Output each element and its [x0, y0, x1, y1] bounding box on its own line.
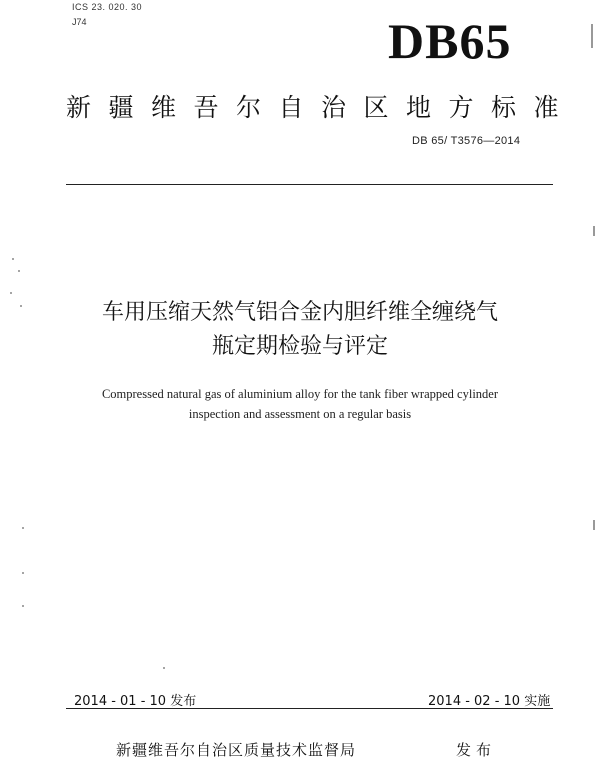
standard-code-mark: DB65: [388, 13, 512, 69]
scan-speck: [163, 667, 165, 669]
scan-speck: [20, 305, 22, 307]
chinese-title-line-2: 瓶定期检验与评定: [211, 334, 388, 359]
issuing-authority: 新疆维吾尔自治区质量技术监督局: [116, 741, 357, 759]
implement-date: 2014 - 02 - 10 实施: [428, 694, 551, 709]
scan-speck: [22, 572, 24, 574]
ics-code: ICS 23. 020. 30: [72, 2, 143, 12]
standard-number: DB 65/ T3576—2014: [412, 135, 521, 147]
chinese-title-line-1: 车用压缩天然气铝合金内胆纤维全缠绕气: [101, 300, 498, 325]
ccs-code: J74: [72, 17, 87, 27]
chinese-title: [30, 296, 570, 364]
english-title-line-2: inspection and assessment on a regular basis: [188, 407, 412, 421]
scan-speck: [12, 258, 14, 260]
header-divider: [66, 184, 553, 185]
scan-speck: [10, 292, 12, 294]
issue-label: 发布: [456, 741, 497, 759]
english-title: [40, 384, 560, 424]
scan-edge-mark: [591, 24, 593, 48]
scan-speck: [22, 605, 24, 607]
scan-edge-mark: [593, 520, 595, 530]
publish-date: 2014 - 01 - 10 发布: [74, 694, 197, 709]
footer-divider: [66, 708, 553, 709]
english-title-line-1: Compressed natural gas of aluminium alloy for the tank fiber wrapped cylinder: [101, 387, 499, 401]
scan-speck: [22, 527, 24, 529]
scan-speck: [18, 270, 20, 272]
scan-edge-mark: [593, 226, 595, 236]
issuing-standard-category: 新疆维吾尔自治区地方标准: [66, 93, 577, 122]
